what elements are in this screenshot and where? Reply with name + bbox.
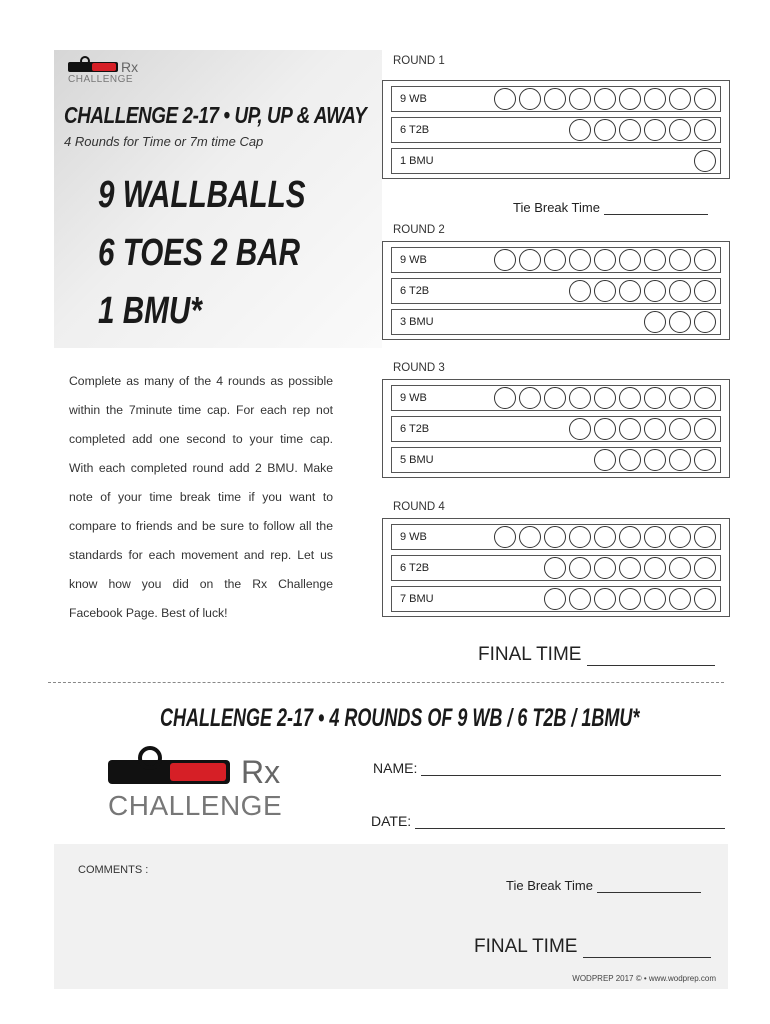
rep-circle-checkbox[interactable] xyxy=(569,88,591,110)
rep-row xyxy=(391,86,721,112)
rep-checkboxes xyxy=(569,119,716,141)
rep-circle-checkbox[interactable] xyxy=(694,557,716,579)
rep-row xyxy=(391,278,721,304)
rep-row-label: 9 WB xyxy=(400,531,427,543)
rep-row-label: 6 T2B xyxy=(400,285,430,297)
rep-circle-checkbox[interactable] xyxy=(494,249,516,271)
rep-circle-checkbox[interactable] xyxy=(544,588,566,610)
rep-circle-checkbox[interactable] xyxy=(544,387,566,409)
logo-challenge-text: CHALLENGE xyxy=(108,790,283,821)
cut-line-divider xyxy=(48,682,724,683)
rep-circle-checkbox[interactable] xyxy=(644,526,666,548)
rep-circle-checkbox[interactable] xyxy=(619,418,641,440)
round-label: ROUND 2 xyxy=(393,224,445,236)
rep-circle-checkbox[interactable] xyxy=(644,280,666,302)
rep-circle-checkbox[interactable] xyxy=(694,280,716,302)
rep-circle-checkbox[interactable] xyxy=(594,249,616,271)
rep-circle-checkbox[interactable] xyxy=(644,249,666,271)
rep-circle-checkbox[interactable] xyxy=(694,119,716,141)
rep-row-label: 6 T2B xyxy=(400,423,430,435)
rep-circle-checkbox[interactable] xyxy=(619,88,641,110)
rep-circle-checkbox[interactable] xyxy=(644,588,666,610)
rep-row-label: 3 BMU xyxy=(400,316,434,328)
date-label: DATE: xyxy=(371,813,412,829)
rep-circle-checkbox[interactable] xyxy=(644,449,666,471)
bottom-challenge-title: CHALLENGE 2-17 • 4 ROUNDS OF 9 WB / 6 T2B / 1BMU* xyxy=(160,704,640,732)
rep-circle-checkbox[interactable] xyxy=(519,526,541,548)
round-label: ROUND 3 xyxy=(393,362,445,374)
rep-circle-checkbox[interactable] xyxy=(694,249,716,271)
kettlebell-logo-icon xyxy=(68,62,118,72)
rep-circle-checkbox[interactable] xyxy=(694,449,716,471)
rep-checkboxes xyxy=(494,88,716,110)
rep-checkboxes xyxy=(494,249,716,271)
rep-circle-checkbox[interactable] xyxy=(594,588,616,610)
rep-circle-checkbox[interactable] xyxy=(669,557,691,579)
rep-row-label: 9 WB xyxy=(400,93,427,105)
rep-row xyxy=(391,247,721,273)
rep-checkboxes xyxy=(569,280,716,302)
rep-circle-checkbox[interactable] xyxy=(594,418,616,440)
rep-circle-checkbox[interactable] xyxy=(569,387,591,409)
round-table xyxy=(382,518,730,617)
rep-circle-checkbox[interactable] xyxy=(569,588,591,610)
tie-break-time-field[interactable] xyxy=(506,878,701,893)
rep-circle-checkbox[interactable] xyxy=(619,249,641,271)
rep-circle-checkbox[interactable] xyxy=(669,119,691,141)
rep-row-label: 6 T2B xyxy=(400,562,430,574)
date-field[interactable] xyxy=(371,813,725,829)
rep-row-label: 9 WB xyxy=(400,392,427,404)
rep-row-label: 9 WB xyxy=(400,254,427,266)
rep-checkboxes xyxy=(594,449,716,471)
rep-circle-checkbox[interactable] xyxy=(594,557,616,579)
round-label: ROUND 4 xyxy=(393,501,445,513)
rep-circle-checkbox[interactable] xyxy=(569,526,591,548)
rep-circle-checkbox[interactable] xyxy=(569,119,591,141)
wodprep-logo-large xyxy=(108,756,298,820)
rep-checkboxes xyxy=(544,557,716,579)
name-field[interactable] xyxy=(373,760,721,776)
movement-wallballs: 9 WALLBALLS xyxy=(98,174,306,216)
logo-challenge-text: CHALLENGE xyxy=(68,74,134,85)
rep-circle-checkbox[interactable] xyxy=(544,88,566,110)
rep-circle-checkbox[interactable] xyxy=(694,588,716,610)
rep-circle-checkbox[interactable] xyxy=(669,588,691,610)
logo-rx-text: Rx xyxy=(241,754,281,790)
kettlebell-logo-icon xyxy=(108,760,230,784)
rep-circle-checkbox[interactable] xyxy=(644,557,666,579)
rep-circle-checkbox[interactable] xyxy=(569,557,591,579)
rep-circle-checkbox[interactable] xyxy=(494,88,516,110)
rep-circle-checkbox[interactable] xyxy=(669,449,691,471)
rep-row-label: 5 BMU xyxy=(400,454,434,466)
rep-circle-checkbox[interactable] xyxy=(594,88,616,110)
rep-circle-checkbox[interactable] xyxy=(544,557,566,579)
final-time-label: FINAL TIME xyxy=(478,644,582,665)
tie-break-label: Tie Break Time xyxy=(506,878,593,893)
rep-circle-checkbox[interactable] xyxy=(694,418,716,440)
final-time-field[interactable] xyxy=(474,936,711,958)
rep-row xyxy=(391,555,721,581)
rep-circle-checkbox[interactable] xyxy=(594,387,616,409)
rep-circle-checkbox[interactable] xyxy=(619,588,641,610)
rep-row xyxy=(391,524,721,550)
rep-circle-checkbox[interactable] xyxy=(594,280,616,302)
rep-row xyxy=(391,416,721,442)
movement-bmu: 1 BMU* xyxy=(98,290,202,332)
rep-circle-checkbox[interactable] xyxy=(669,249,691,271)
rep-row xyxy=(391,148,721,174)
rep-circle-checkbox[interactable] xyxy=(669,88,691,110)
rep-circle-checkbox[interactable] xyxy=(519,387,541,409)
rep-row-label: 7 BMU xyxy=(400,593,434,605)
final-time-label: FINAL TIME xyxy=(474,936,578,957)
rep-circle-checkbox[interactable] xyxy=(644,119,666,141)
rep-circle-checkbox[interactable] xyxy=(694,311,716,333)
comments-panel[interactable] xyxy=(54,844,728,989)
rep-row xyxy=(391,447,721,473)
rep-circle-checkbox[interactable] xyxy=(694,526,716,548)
rep-row xyxy=(391,117,721,143)
rep-circle-checkbox[interactable] xyxy=(644,418,666,440)
tie-break-label: Tie Break Time xyxy=(513,200,600,215)
footer-copyright: WODPREP 2017 © • www.wodprep.com xyxy=(572,974,716,983)
movement-toes-to-bar: 6 TOES 2 BAR xyxy=(98,232,301,274)
rep-circle-checkbox[interactable] xyxy=(519,249,541,271)
rep-checkboxes xyxy=(494,526,716,548)
comments-label: COMMENTS : xyxy=(78,864,149,876)
rep-circle-checkbox[interactable] xyxy=(694,88,716,110)
rep-circle-checkbox[interactable] xyxy=(594,526,616,548)
rep-circle-checkbox[interactable] xyxy=(619,449,641,471)
rep-circle-checkbox[interactable] xyxy=(669,418,691,440)
round-table xyxy=(382,241,730,340)
challenge-title: CHALLENGE 2-17 • UP, UP & AWAY xyxy=(64,102,367,128)
rep-circle-checkbox[interactable] xyxy=(569,249,591,271)
round-table xyxy=(382,379,730,478)
rep-circle-checkbox[interactable] xyxy=(669,387,691,409)
rep-checkboxes xyxy=(544,588,716,610)
rep-circle-checkbox[interactable] xyxy=(644,311,666,333)
rep-checkboxes xyxy=(644,311,716,333)
logo-rx-text: Rx xyxy=(121,59,139,75)
rep-circle-checkbox[interactable] xyxy=(594,119,616,141)
rep-checkboxes xyxy=(694,150,716,172)
rep-row xyxy=(391,586,721,612)
rep-circle-checkbox[interactable] xyxy=(619,387,641,409)
round-label: ROUND 1 xyxy=(393,55,445,67)
rep-circle-checkbox[interactable] xyxy=(619,280,641,302)
final-time-field[interactable] xyxy=(478,644,715,666)
challenge-subtitle: 4 Rounds for Time or 7m time Cap xyxy=(64,134,264,149)
rep-row-label: 1 BMU xyxy=(400,155,434,167)
rep-circle-checkbox[interactable] xyxy=(694,150,716,172)
rep-circle-checkbox[interactable] xyxy=(669,526,691,548)
rep-row xyxy=(391,309,721,335)
name-label: NAME: xyxy=(373,760,418,776)
rep-circle-checkbox[interactable] xyxy=(494,387,516,409)
rep-checkboxes xyxy=(569,418,716,440)
wodprep-logo-small xyxy=(68,60,148,90)
challenge-header-panel xyxy=(54,50,382,348)
rep-circle-checkbox[interactable] xyxy=(644,387,666,409)
rep-circle-checkbox[interactable] xyxy=(694,387,716,409)
rep-circle-checkbox[interactable] xyxy=(644,88,666,110)
tie-break-time-field[interactable] xyxy=(513,200,708,215)
rep-circle-checkbox[interactable] xyxy=(569,280,591,302)
rep-circle-checkbox[interactable] xyxy=(619,557,641,579)
rep-circle-checkbox[interactable] xyxy=(494,526,516,548)
challenge-description: Complete as many of the 4 rounds as possible within the 7minute time cap. For each rep not completed add one second to your time cap. With each completed round add 2 BMU. Make note of your time break time if you want to compare to friends and be sure to follow all the standards for each movement and rep. Let us know how you did on the Rx Challenge Facebook Page. Best of luck! xyxy=(69,374,333,620)
rep-circle-checkbox[interactable] xyxy=(669,311,691,333)
rep-circle-checkbox[interactable] xyxy=(519,88,541,110)
rep-circle-checkbox[interactable] xyxy=(619,119,641,141)
rep-checkboxes xyxy=(494,387,716,409)
rep-circle-checkbox[interactable] xyxy=(594,449,616,471)
round-table xyxy=(382,80,730,179)
rep-circle-checkbox[interactable] xyxy=(544,526,566,548)
rep-circle-checkbox[interactable] xyxy=(619,526,641,548)
rep-circle-checkbox[interactable] xyxy=(569,418,591,440)
rep-circle-checkbox[interactable] xyxy=(544,249,566,271)
rep-row xyxy=(391,385,721,411)
rep-row-label: 6 T2B xyxy=(400,124,430,136)
rep-circle-checkbox[interactable] xyxy=(669,280,691,302)
